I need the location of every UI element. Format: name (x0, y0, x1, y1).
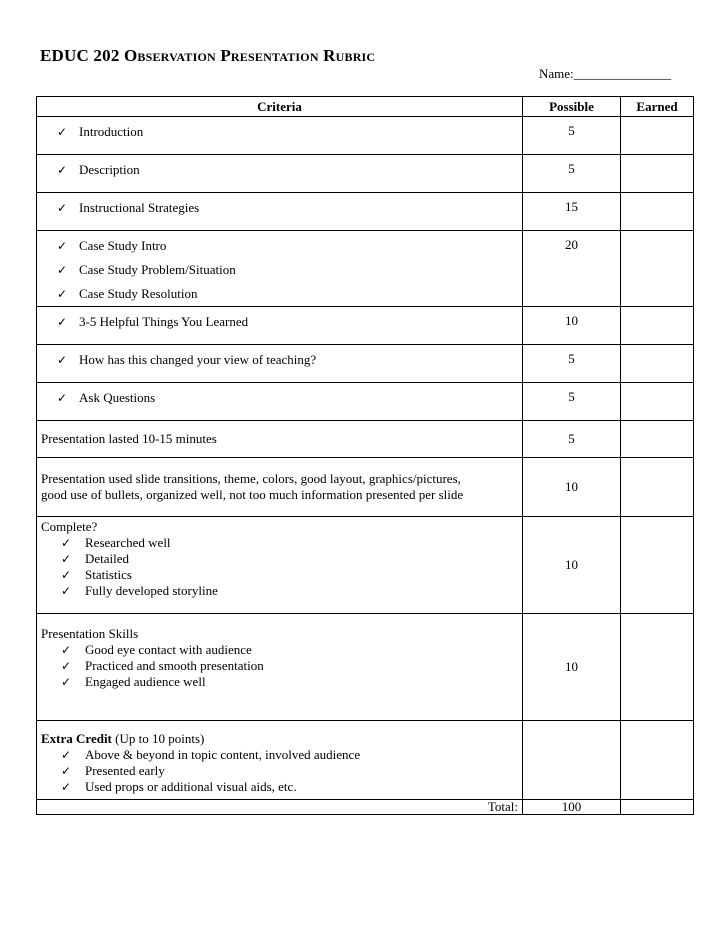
table-row (37, 614, 694, 721)
possible-cell: 5 (523, 383, 621, 421)
earned-cell (621, 517, 694, 614)
criteria-cell (37, 307, 523, 345)
document-title: EDUC 202 Observation Presentation Rubric (40, 46, 376, 65)
list-item (41, 567, 518, 583)
earned-cell (621, 231, 694, 307)
list-item-label: Instructional Strategies (79, 200, 200, 215)
checkmark-icon: ✓ (61, 536, 72, 550)
total-label: Total: (37, 800, 523, 815)
possible-cell: 20 (523, 231, 621, 307)
possible-cell (523, 721, 621, 800)
extra-credit-label: Extra Credit (41, 731, 112, 746)
list-item-label: Detailed (85, 551, 130, 566)
possible-cell: 5 (523, 345, 621, 383)
list-item (41, 196, 518, 220)
checkmark-icon: ✓ (61, 659, 72, 673)
possible-header: Possible (523, 97, 621, 117)
list-item-label: Researched well (85, 535, 171, 550)
checkmark-icon: ✓ (57, 353, 68, 367)
earned-cell (621, 721, 694, 800)
list-item (41, 234, 518, 258)
list-item-label: Engaged audience well (85, 674, 206, 689)
list-item-label: Presented early (85, 763, 165, 778)
list-item-label: Case Study Resolution (79, 286, 198, 301)
criteria-cell (37, 193, 523, 231)
list-item-label: 3-5 Helpful Things You Learned (79, 314, 249, 329)
possible-cell: 5 (523, 421, 621, 458)
list-item (41, 747, 518, 763)
checkmark-icon: ✓ (61, 552, 72, 566)
checkmark-icon: ✓ (57, 163, 68, 177)
possible-cell: 10 (523, 614, 621, 721)
table-row (37, 307, 694, 345)
list-item (41, 583, 518, 599)
name-field: Name:_______________ (539, 66, 672, 81)
checkmark-icon: ✓ (61, 584, 72, 598)
criteria-cell (37, 458, 523, 517)
possible-cell: 10 (523, 307, 621, 345)
criteria-header: Criteria (37, 97, 523, 117)
criteria-cell (37, 421, 523, 458)
total-row (37, 800, 694, 815)
list-item (41, 310, 518, 334)
checkmark-icon: ✓ (57, 201, 68, 215)
table-row (37, 383, 694, 421)
list-item-label: Description (79, 162, 140, 177)
possible-cell: 10 (523, 517, 621, 614)
presentation-length-text: Presentation lasted 10-15 minutes (41, 431, 217, 446)
rubric-table (36, 96, 694, 815)
list-item-label: Fully developed storyline (85, 583, 218, 598)
criteria-cell (37, 517, 523, 614)
table-row (37, 117, 694, 155)
list-item-label: Statistics (85, 567, 132, 582)
list-item-label: Good eye contact with audience (85, 642, 252, 657)
list-item (41, 258, 518, 282)
earned-cell (621, 193, 694, 231)
possible-cell: 5 (523, 155, 621, 193)
table-row (37, 231, 694, 307)
list-item-label: Above & beyond in topic content, involved audience (85, 747, 361, 762)
checkmark-icon: ✓ (57, 263, 68, 277)
complete-label: Complete? (41, 519, 98, 534)
checkmark-icon: ✓ (57, 391, 68, 405)
table-row (37, 421, 694, 458)
earned-cell (621, 155, 694, 193)
list-item (41, 348, 518, 372)
table-row (37, 345, 694, 383)
table-row (37, 458, 694, 517)
list-item (41, 551, 518, 567)
checkmark-icon: ✓ (61, 643, 72, 657)
criteria-cell (37, 231, 523, 307)
possible-cell: 5 (523, 117, 621, 155)
list-item-label: Practiced and smooth presentation (85, 658, 264, 673)
list-item (41, 120, 518, 144)
list-item (41, 642, 518, 658)
checkmark-icon: ✓ (57, 315, 68, 329)
slides-text-line-2: good use of bullets, organized well, not too much information presented per slide (41, 487, 464, 502)
criteria-cell (37, 345, 523, 383)
checkmark-icon: ✓ (57, 125, 68, 139)
possible-cell: 15 (523, 193, 621, 231)
list-item-label: Case Study Intro (79, 238, 167, 253)
list-item (41, 282, 518, 306)
earned-cell (621, 614, 694, 721)
earned-header: Earned (621, 97, 694, 117)
criteria-cell (37, 117, 523, 155)
list-item (41, 386, 518, 410)
earned-cell (621, 421, 694, 458)
checkmark-icon: ✓ (61, 568, 72, 582)
checkmark-icon: ✓ (57, 239, 68, 253)
list-item (41, 779, 518, 795)
criteria-cell (37, 721, 523, 800)
extra-credit-heading (41, 731, 518, 747)
list-item (41, 158, 518, 182)
table-row (37, 155, 694, 193)
list-item (41, 535, 518, 551)
extra-credit-note: (Up to 10 points) (111, 731, 205, 746)
list-item (41, 763, 518, 779)
slides-text-line-1: Presentation used slide transitions, theme, colors, good layout, graphics/pictures, (41, 471, 461, 486)
earned-cell (621, 307, 694, 345)
checkmark-icon: ✓ (61, 764, 72, 778)
criteria-cell (37, 614, 523, 721)
earned-cell (621, 458, 694, 517)
list-item-label: Used props or additional visual aids, etc. (85, 779, 297, 794)
checkmark-icon: ✓ (61, 780, 72, 794)
list-item-label: Case Study Problem/Situation (79, 262, 236, 277)
list-item (41, 674, 518, 690)
criteria-cell (37, 383, 523, 421)
possible-cell: 10 (523, 458, 621, 517)
total-earned (621, 800, 694, 815)
earned-cell (621, 383, 694, 421)
checkmark-icon: ✓ (61, 675, 72, 689)
header-row (37, 97, 694, 117)
list-item (41, 658, 518, 674)
table-row (37, 721, 694, 800)
checkmark-icon: ✓ (57, 287, 68, 301)
table-row (37, 193, 694, 231)
checkmark-icon: ✓ (61, 748, 72, 762)
total-possible: 100 (523, 800, 621, 815)
earned-cell (621, 345, 694, 383)
list-item-label: Ask Questions (79, 390, 156, 405)
criteria-cell (37, 155, 523, 193)
presentation-skills-label: Presentation Skills (41, 626, 139, 641)
list-item-label: How has this changed your view of teaching? (79, 352, 317, 367)
table-row (37, 517, 694, 614)
list-item-label: Introduction (79, 124, 144, 139)
earned-cell (621, 117, 694, 155)
